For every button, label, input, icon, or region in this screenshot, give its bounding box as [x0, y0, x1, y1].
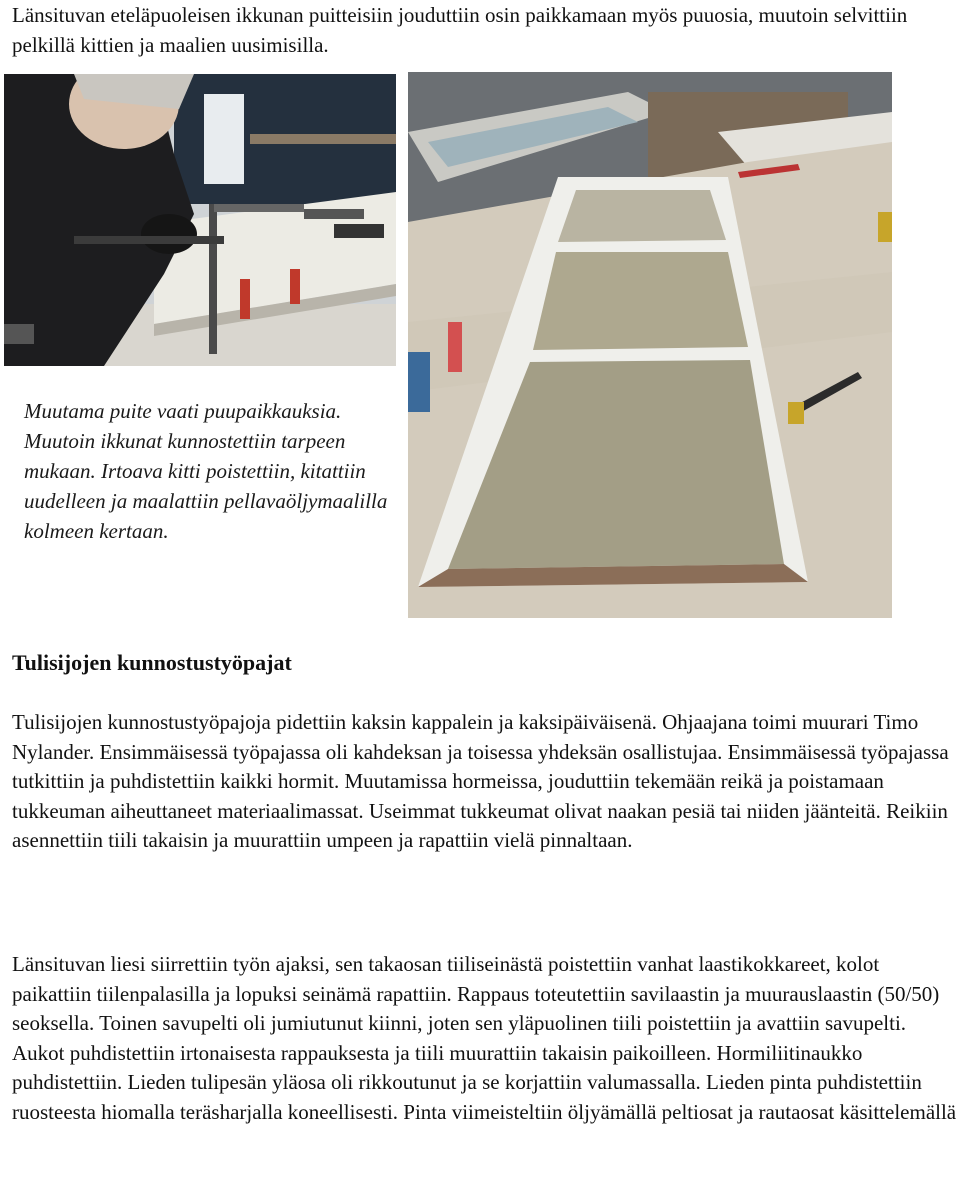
section-heading: Tulisijojen kunnostustyöpajat	[12, 650, 292, 675]
body-paragraph: Länsituvan liesi siirrettiin työn ajaksi, sen takaosan tiiliseinästä poistettiin vanhat laastikokkareet, kolot paikattiin tiilenpalasilla ja lopuksi seinämä rapattiin. Rappaus toteutettiin savilaastin ja muurauslaastin (50/50) seoksella. Toinen savupelti oli jumiutunut kiinni, joten sen yläpuolinen tiili poistettiin ja avattiin savupelti. Aukot puhdistettiin irtonaisesta rappauksesta ja tiili muurattiin takaisin paikoilleen. Hormiliitinaukko puhdistettiin. Lieden tulipesän yläosa oli rikkoutunut ja se korjattiin valumassalla. Lieden pinta puhdistettiin ruosteesta hiomalla teräsharjalla koneellisesti. Pinta viimeisteltiin öljyämällä peltiosat ja rautaosat käsittelemällä	[12, 952, 957, 1124]
photo-caption: Muutama puite vaati puupaikkauksia. Muutoin ikkunat kunnostettiin tarpeen mukaan. Irtoava kitti poistettiin, kitattiin uudelleen ja maalattiin pellavaöljymaalilla kolmeen kertaan.	[24, 399, 388, 543]
intro-text: Länsituvan eteläpuoleisen ikkunan puitteisiin jouduttiin osin paikkamaan myös puuosia, muutoin selvittiin pelkillä kittien ja maalien uusimisilla.	[12, 3, 908, 57]
workshop-clamping-photo	[4, 74, 396, 366]
body-paragraph: Tulisijojen kunnostustyöpajoja pidettiin kaksin kappalein ja kaksipäiväisenä. Ohjaajana toimi muurari Timo Nylander. Ensimmäisessä työpajassa oli kahdeksan ja toisessa yhdeksän osallistujaa. Ensimmäisessä työpajassa tutkittiin ja puhdistettiin kaikki hormit. Muutamissa hormeissa, jouduttiin tekemään reikä ja poistamaan tukkeuman aiheuttaneet materiaalimassat. Useimmat tukkeumat olivat naakan pesiä tai niiden jäänteitä. Reikiin asennettiin tiili takaisin ja muurattiin umpeen ja rapattiin vielä pinnaltaan.	[12, 710, 949, 853]
window-sash-photo	[408, 72, 892, 618]
